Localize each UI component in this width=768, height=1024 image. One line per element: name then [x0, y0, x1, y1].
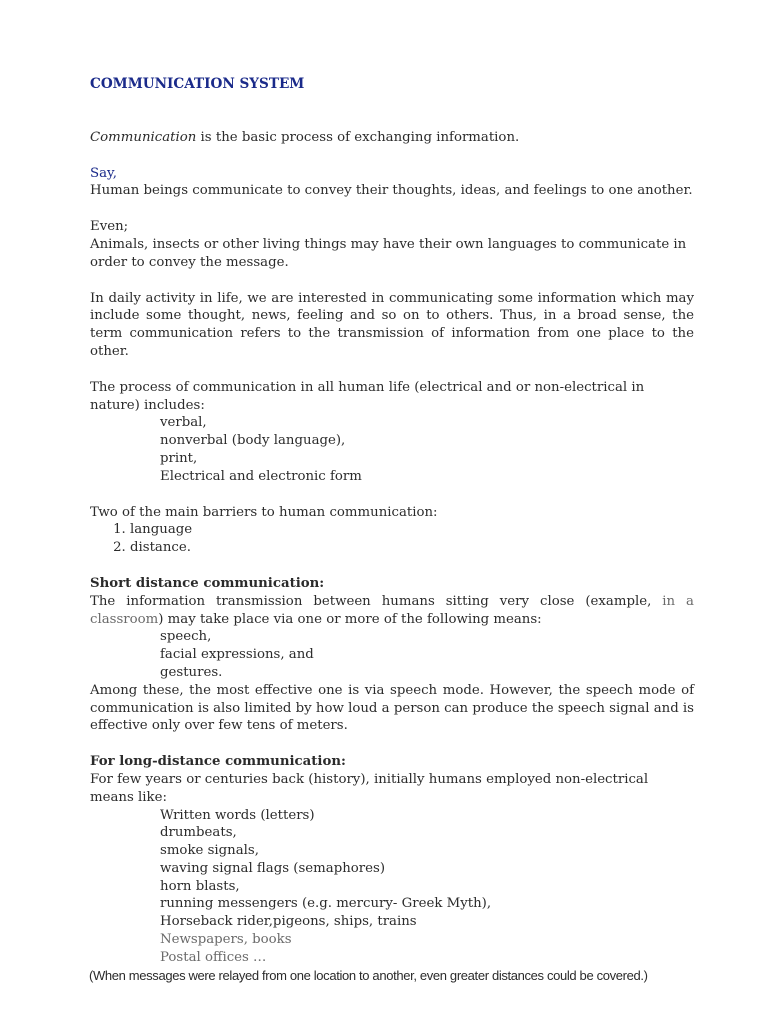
barriers-lead: Two of the main barriers to human communication:	[90, 504, 438, 520]
list-item: speech,	[160, 629, 212, 645]
relay-note: (When messages were relayed from one location to another, even greater distances could be covered.)	[89, 967, 648, 983]
intro-term: Communication	[90, 129, 197, 145]
list-item: gestures.	[160, 664, 223, 680]
list-item: horn blasts,	[160, 878, 240, 894]
even-label: Even;	[90, 219, 129, 235]
list-item: drumbeats,	[160, 825, 237, 841]
short-heading: Short distance communication:	[90, 575, 325, 591]
say-text: Human beings communicate to convey their thoughts, ideas, and feelings to one another.	[90, 183, 693, 199]
document-title: COMMUNICATION SYSTEM	[90, 76, 305, 92]
barriers-list	[90, 521, 694, 557]
long-heading: For long-distance communication:	[90, 754, 346, 770]
daily-paragraph: In daily activity in life, we are interested in communicating some information which may include some thought, news, feeling and so on to others. Thus, in a broad sense, the term communication refers to the transmission of information from one place to the other.	[90, 290, 694, 359]
even-text: Animals, insects or other living things may have their own languages to communicate in order to convey the message.	[90, 236, 687, 270]
process-lead: The process of communication in all human life (electrical and or non-electrical in nature) includes:	[90, 379, 645, 413]
list-item: Postal offices …	[160, 949, 267, 965]
list-item: print,	[160, 450, 198, 466]
list-item: Electrical and electronic form	[160, 468, 362, 484]
list-item: 1. language	[130, 521, 694, 539]
short-paragraph	[90, 593, 694, 629]
list-item: facial expressions, and	[160, 647, 314, 663]
list-item: waving signal flags (semaphores)	[160, 860, 386, 876]
short-means-list	[90, 628, 694, 681]
short-text-example: in a classroom	[90, 593, 694, 627]
document-page	[90, 76, 694, 984]
process-list	[90, 414, 694, 485]
list-item: Written words (letters)	[160, 807, 315, 823]
long-lead: For few years or centuries back (history), initially humans employed non-electrical means like:	[90, 771, 649, 805]
list-item: 2. distance.	[130, 539, 694, 557]
list-item: Newspapers, books	[160, 932, 292, 948]
list-item: running messengers (e.g. mercury- Greek Myth),	[160, 896, 492, 912]
short-text-after: ) may take place via one or more of the following means:	[158, 611, 542, 627]
list-item: verbal,	[160, 415, 207, 431]
intro-text: is the basic process of exchanging information.	[196, 129, 520, 145]
list-item: Horseback rider,pigeons, ships, trains	[160, 914, 417, 930]
long-means-list	[90, 807, 694, 967]
short-closing: Among these, the most effective one is via speech mode. However, the speech mode of communication is also limited by how loud a person can produce the speech signal and is effective only over few tens of meters.	[90, 682, 695, 734]
intro-paragraph	[90, 129, 694, 147]
say-label: Say,	[90, 165, 118, 181]
list-item: smoke signals,	[160, 843, 259, 859]
short-text-before: The information transmission between humans sitting very close (example,	[90, 593, 663, 609]
list-item: nonverbal (body language),	[160, 433, 346, 449]
